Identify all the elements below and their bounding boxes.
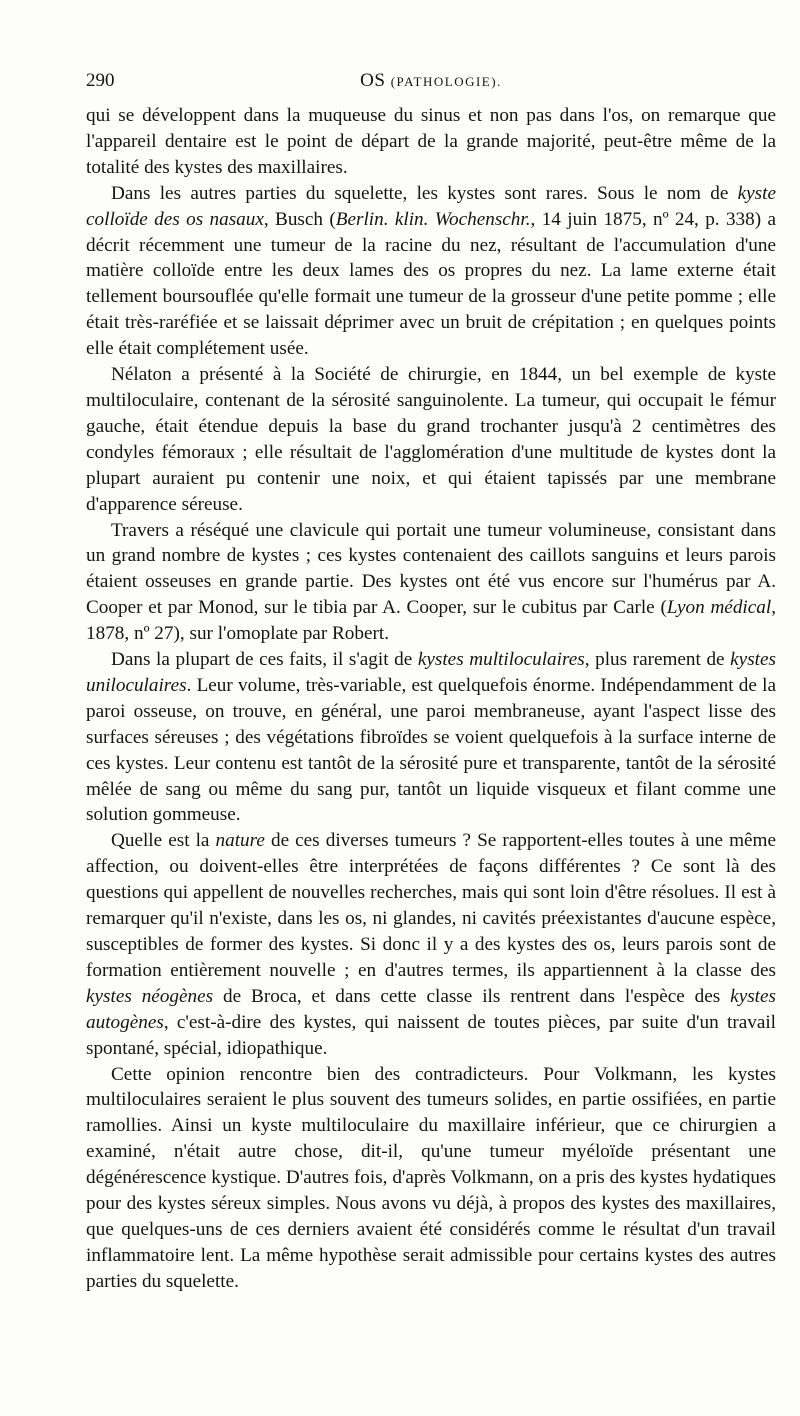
text-run: , 1878, nº 27), sur l'omoplate par Robert. — [86, 597, 776, 645]
text-run: , Busch ( — [263, 208, 336, 230]
italic-text: Berlin. klin. Wochenschr. — [335, 208, 531, 230]
text-run: Nélaton a présenté à la Société de chirurgie, en 1844, un bel exemple de kyste multiloculaire, contenant de la sérosité sanguinolente. La tumeur, qui occupait le fémur gauche, était étendue depuis la base du grand trochanter jusqu'à 2 centimètres des condyles fémoraux ; elle résultait de l'agglomération d'une multitude de kystes dont la plupart auraient pu contenir une noix, et qui étaient tapissés par une membrane d'apparence séreuse. — [86, 364, 776, 515]
text-run: Cette opinion rencontre bien des contradicteurs. Pour Volkmann, les kystes multiloculaires seraient le plus souvent des tumeurs solides, en partie ossifiées, en partie ramollies. Ainsi un kyste multiloculaire du maxillaire inférieur, que ce chirurgien a examiné, n'était autre chose, dit-il, qu'une tumeur myéloïde présentant une dégénérescence kystique. D'autres fois, d'après Volkmann, on a pris des kystes hydatiques pour des kystes séreux simples. Nous avons vu déjà, à propos des kystes des maxillaires, que quelques-uns de ces derniers avaient été considérés comme le résultat d'un travail inflammatoire lent. La même hypothèse serait admissible pour certains kystes des autres parties du squelette. — [86, 1063, 776, 1292]
paragraph — [86, 518, 776, 648]
italic-text: Lyon médical — [666, 597, 772, 619]
text-run: . Leur volume, très-variable, est quelquefois énorme. Indépendamment de la paroi osseuse, on trouve, en général, une paroi membraneuse, ayant l'aspect lisse des surfaces séreuses ; des végétations fibroïdes se voient quelquefois à la surface interne de ces kystes. Leur contenu est tantôt de la sérosité pure et transparente, tantôt de la sérosité mêlée de sang ou même du sang pur, tantôt un liquide visqueux et filant comme une solution gommeuse. — [86, 674, 776, 826]
page-number: 290 — [86, 70, 115, 91]
text-run: , plus rarement de — [584, 649, 731, 671]
text-run: de ces diverses tumeurs ? Se rapportent-elles toutes à une même affection, ou doivent-elles être interprétées de façons différentes ? Ce sont là des questions qui appellent de nouvelles recherches, mais qui sont loin d'être résolues. Il est à remarquer qu'il n'existe, dans les os, ni glandes, ni cavités préexistantes d'aucune espèce, susceptibles de former des kystes. Si donc il y a des kystes des os, leurs parois sont de formation entièrement nouvelle ; en d'autres termes, ils appartiennent à la classe des — [86, 830, 776, 981]
running-title-main: OS — [360, 70, 386, 91]
italic-text: kyste colloïde des os nasaux — [86, 182, 776, 230]
italic-text: kystes autogènes — [86, 985, 776, 1033]
text-run: , c'est-à-dire des kystes, qui naissent de toutes pièces, par suite d'un travail spontané, spécial, idiopathique. — [86, 1011, 776, 1059]
paragraph — [86, 103, 776, 181]
text-run: , 14 juin 1875, nº 24, p. 338) a décrit récemment une tumeur de la racine du nez, résultant de l'accumulation d'une matière colloïde entre les deux lames des os propres du nez. La lame externe était tellement boursouflée qu'elle formait une tumeur de la grosseur d'une petite pomme ; elle était très-raréfiée et se laissait déprimer avec un bruit de crépitation ; en quelques points elle était complétement usée. — [86, 208, 776, 360]
page-header — [86, 70, 776, 96]
paragraph — [86, 181, 776, 362]
text-run: Travers a réséqué une clavicule qui portait une tumeur volumineuse, consistant dans un grand nombre de kystes ; ces kystes contenaient des caillots sanguins et leurs parois étaient osseuses en grande partie. Des kystes ont été vus encore sur l'humérus par A. Cooper et par Monod, sur le tibia par A. Cooper, sur le cubitus par Carle ( — [86, 519, 776, 619]
italic-text: kystes multiloculaires — [417, 649, 585, 671]
body-text — [86, 103, 776, 1295]
italic-text: kystes néogènes — [86, 985, 214, 1007]
running-title-sub: (PATHOLOGIE). — [390, 74, 502, 89]
text-run: de Broca, et dans cette classe ils rentrent dans l'espèce des — [213, 985, 731, 1007]
text-run: Dans les autres parties du squelette, les kystes sont rares. Sous le nom de — [111, 182, 738, 204]
text-run: Dans la plupart de ces faits, il s'agit de — [111, 649, 418, 671]
text-run: qui se développent dans la muqueuse du sinus et non pas dans l'os, on remarque que l'appareil dentaire est le point de départ de la grande majorité, peut-être même de la totalité des kystes des maxillaires. — [86, 105, 776, 178]
italic-text: nature — [215, 830, 265, 852]
paragraph — [86, 647, 776, 828]
running-title — [86, 70, 776, 92]
text-run: Quelle est la — [111, 830, 216, 852]
italic-text: kystes uniloculaires — [86, 649, 776, 696]
paragraph — [86, 828, 776, 1061]
paragraph — [86, 362, 776, 517]
paragraph — [86, 1062, 776, 1295]
